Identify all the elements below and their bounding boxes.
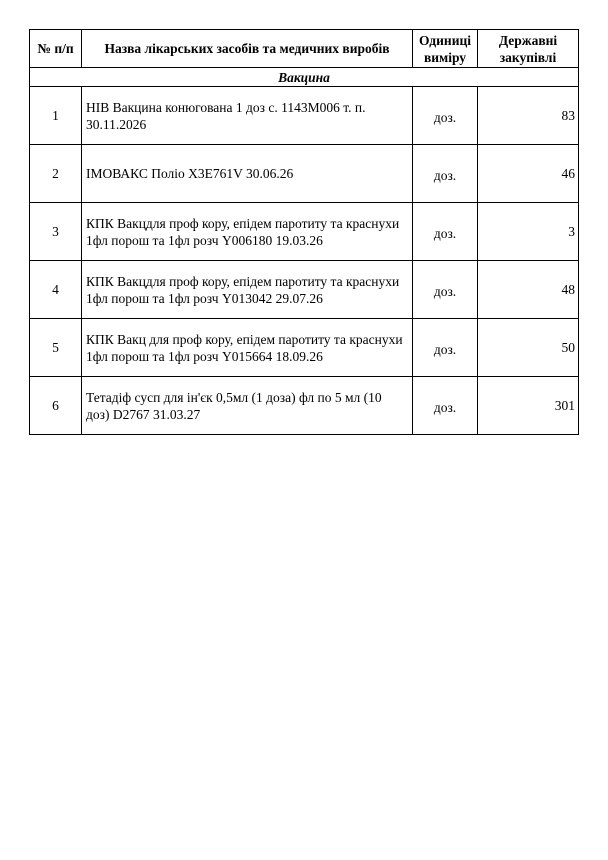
section-title: Вакцина bbox=[30, 68, 579, 87]
row-name: КПК Вакц для проф кору, епідем паротиту та краснухи 1фл порош та 1фл розч Y015664 18.09.26 bbox=[82, 319, 413, 377]
row-name: КПК Вакцдля проф кору, епідем паротиту та краснухи 1фл порош та 1фл розч Y013042 29.07.26 bbox=[82, 261, 413, 319]
row-num: 1 bbox=[30, 87, 82, 145]
row-name: Тетадіф сусп для ін'єк 0,5мл (1 доза) фл по 5 мл (10 доз) D2767 31.03.27 bbox=[82, 377, 413, 435]
vaccine-table bbox=[29, 29, 579, 435]
section-row bbox=[30, 68, 579, 87]
row-num: 2 bbox=[30, 145, 82, 203]
row-unit: доз. bbox=[413, 203, 478, 261]
row-qty: 46 bbox=[478, 145, 579, 203]
header-name: Назва лікарських засобів та медичних виробів bbox=[82, 30, 413, 68]
table-row bbox=[30, 87, 579, 145]
row-num: 6 bbox=[30, 377, 82, 435]
table-row bbox=[30, 203, 579, 261]
row-unit: доз. bbox=[413, 261, 478, 319]
row-num: 3 bbox=[30, 203, 82, 261]
row-name: КПК Вакцдля проф кору, епідем паротиту та краснухи 1фл порош та 1фл розч Y006180 19.03.26 bbox=[82, 203, 413, 261]
table-row bbox=[30, 145, 579, 203]
row-qty: 301 bbox=[478, 377, 579, 435]
row-unit: доз. bbox=[413, 319, 478, 377]
table-row bbox=[30, 377, 579, 435]
header-qty: Державні закупівлі bbox=[478, 30, 579, 68]
row-unit: доз. bbox=[413, 377, 478, 435]
table-row bbox=[30, 319, 579, 377]
table-row bbox=[30, 261, 579, 319]
row-unit: доз. bbox=[413, 87, 478, 145]
row-unit: доз. bbox=[413, 145, 478, 203]
header-num: № п/п bbox=[30, 30, 82, 68]
row-qty: 48 bbox=[478, 261, 579, 319]
row-name: ІМОВАКС Поліо X3E761V 30.06.26 bbox=[82, 145, 413, 203]
row-qty: 50 bbox=[478, 319, 579, 377]
row-name: HIB Вакцина конюгована 1 доз с. 1143M006 т. п. 30.11.2026 bbox=[82, 87, 413, 145]
row-num: 4 bbox=[30, 261, 82, 319]
row-num: 5 bbox=[30, 319, 82, 377]
row-qty: 3 bbox=[478, 203, 579, 261]
row-qty: 83 bbox=[478, 87, 579, 145]
table-header-row bbox=[30, 30, 579, 68]
header-unit: Одиниці виміру bbox=[413, 30, 478, 68]
